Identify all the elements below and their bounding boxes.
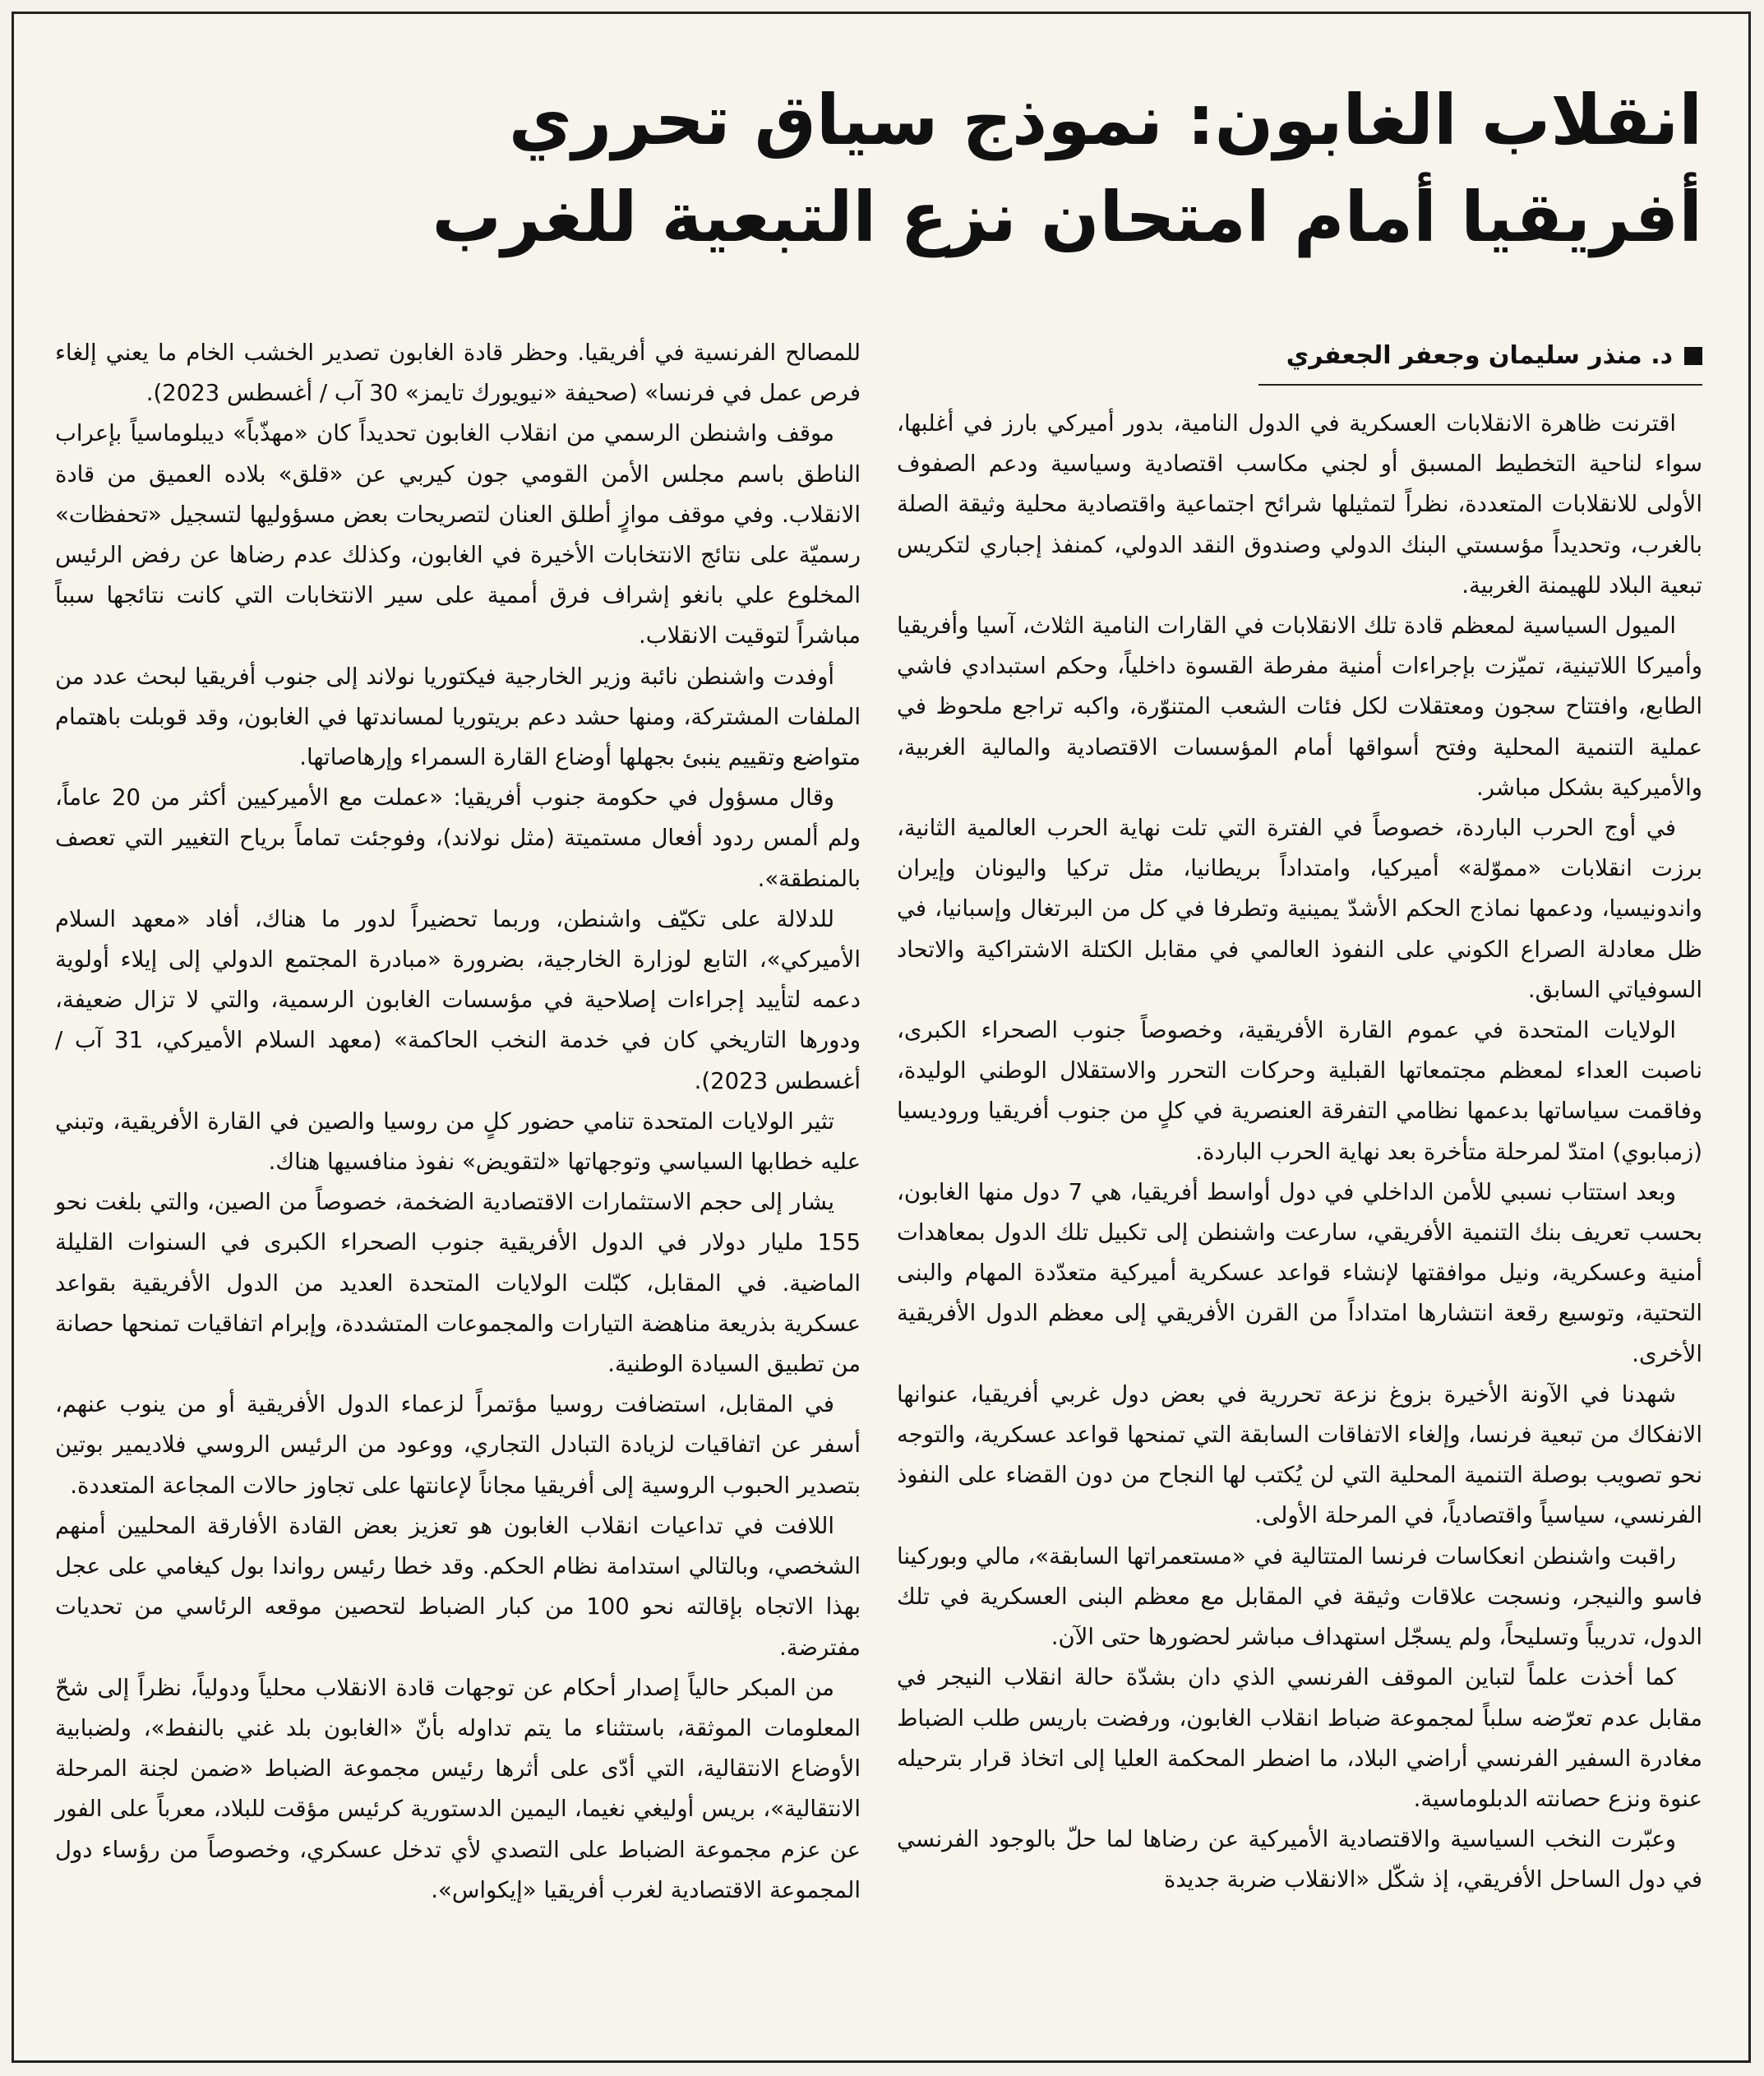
- paragraph: وبعد استتاب نسبي للأمن الداخلي في دول أواسط أفريقيا، هي 7 دول منها الغابون، بحسب تعريف بنك التنمية الأفريقي، سارعت واشنطن إلى تكبيل تلك الدول بمعاهدات أمنية وعسكرية، ونيل موافقتها لإنشاء قواعد عسكرية أميركية متعدّدة المهام والبنى التحتية، وتوسيع رقعة انتشارها امتداداً من القرن الأفريقي إلى معظم الدول الأفريقية الأخرى.: [897, 1178, 1702, 1367]
- square-bullet-icon: [1684, 347, 1702, 365]
- headline-line-1: انقلاب الغابون: نموذج سياق تحرري: [508, 80, 1702, 160]
- headline-line-2: أفريقيا أمام امتحان نزع التبعية للغرب: [432, 177, 1702, 257]
- paragraph: راقبت واشنطن انعكاسات فرنسا المتتالية في «مستعمراتها السابقة»، مالي وبوركينا فاسو والنيجر، ونسجت علاقات وثيقة في المقابل مع معظم البنى العسكرية في تلك الدول، تدريباً وتسليحاً، ولم يسجّل استهداف مباشر لحضورها حتى الآن.: [897, 1542, 1702, 1651]
- article-headline: [141, 72, 1702, 266]
- paragraph: الولايات المتحدة في عموم القارة الأفريقية، وخصوصاً جنوب الصحراء الكبرى، ناصبت العداء لمعظم مجتمعاتها القبلية وحركات التحرر والاستقلال الوطني الوليدة، وفاقمت سياساتها بدعمها نظامي التفرقة العنصرية في كلٍ من جنوب أفريقيا وروديسيا (زمبابوي) امتدّ لمرحلة متأخرة بعد نهاية الحرب الباردة.: [897, 1017, 1702, 1165]
- paragraph: للمصالح الفرنسية في أفريقيا. وحظر قادة الغابون تصدير الخشب الخام ما يعني إلغاء فرص عمل في فرنسا» (صحيفة «نيويورك تايمز» 30 آب / أغسطس 2023).: [55, 340, 861, 407]
- paragraph: أوفدت واشنطن نائبة وزير الخارجية فيكتوريا نولاند إلى جنوب أفريقيا لبحث عدد من الملفات المشتركة، ومنها حشد دعم بريتوريا لمساندتها في الغابون، وقد قوبلت باهتمام متواضع وتقييم ينبئ بجهلها أوضاع القارة السمراء وإرهاصاتها.: [55, 663, 861, 771]
- paragraph: وقال مسؤول في حكومة جنوب أفريقيا: «عملت مع الأميركيين أكثر من 20 عاماً، ولم ألمس ردود أفعال مستميتة (مثل نولاند)، وفوجئت تماماً برياح التغيير التي تعصف بالمنطقة».: [55, 784, 861, 892]
- paragraph: موقف واشنطن الرسمي من انقلاب الغابون تحديداً كان «مهذّباً» ديبلوماسياً بإعراب الناطق باسم مجلس الأمن القومي جون كيربي عن «قلق» بلاده العميق من قادة الانقلاب. وفي موقف موازٍ أطلق العنان لتصريحات بعض مسؤوليها لتسجيل «تحفظات» رسميّة على نتائج الانتخابات الأخيرة في الغابون، وكذلك عدم رضاها عن رفض الرئيس المخلوع علي بانغو إشراف فرق أممية على سير الانتخابات التي كانت نتائجها سبباً مباشراً لتوقيت الانقلاب.: [55, 420, 861, 650]
- paragraph: من المبكر حالياً إصدار أحكام عن توجهات قادة الانقلاب محلياً ودولياً، نظراً إلى شحّ المعلومات الموثقة، باستثناء ما يتم تداوله بأنّ «الغابون بلد غني بالنفط»، ولضبابية الأوضاع الانتقالية، التي أدّى على أثرها رئيس مجموعة الضباط «ضمن لجنة المرحلة الانتقالية»، بريس أوليغي نغيما، اليمين الدستورية كرئيس مؤقت للبلاد، معرباً على الفور عن عزم مجموعة الضباط على التصدي لأي تدخل عسكري، وخصوصاً من رؤساء دول المجموعة الاقتصادية لغرب أفريقيا «إيكواس».: [55, 1674, 861, 1903]
- byline-block: [902, 336, 1702, 386]
- paragraph: يشار إلى حجم الاستثمارات الاقتصادية الضخمة، خصوصاً من الصين، والتي بلغت نحو 155 مليار دولار في الدول الأفريقية جنوب الصحراء الكبرى في السنوات القليلة الماضية. في المقابل، كبّلت الولايات المتحدة العديد من الدول الأفريقية بقواعد عسكرية بذريعة مناهضة التيارات والمجموعات المتشددة، وإبرام اتفاقيات تمنحها حصانة من تطبيق السيادة الوطنية.: [55, 1189, 861, 1378]
- article-column-left: [55, 333, 861, 2035]
- byline: [902, 336, 1702, 376]
- byline-authors: د. منذر سليمان وجعفر الجعفري: [1286, 341, 1673, 370]
- article-column-right: [897, 404, 1702, 2032]
- paragraph: تثير الولايات المتحدة تنامي حضور كلٍ من روسيا والصين في القارة الأفريقية، وتبني عليه خطابها السياسي وتوجهاتها «لتقويض» نفوذ منافسيها هناك.: [55, 1107, 861, 1176]
- paragraph: شهدنا في الآونة الأخيرة بزوغ نزعة تحررية في بعض دول غربي أفريقيا، عنوانها الانفكاك من تبعية فرنسا، وإلغاء الاتفاقات السابقة التي تمنحها قواعد عسكرية، والتوجه نحو تصويب بوصلة التنمية المحلية التي لن يُكتب لها النجاح من دون القضاء على النفوذ الفرنسي، سياسياً واقتصادياً، في المرحلة الأولى.: [897, 1380, 1702, 1529]
- newspaper-article: [12, 12, 1751, 2063]
- paragraph: للدلالة على تكيّف واشنطن، وربما تحضيراً لدور ما هناك، أفاد «معهد السلام الأميركي»، التابع لوزارة الخارجية، بضرورة «مبادرة المجتمع الدولي إلى إيلاء أولوية دعمه لتأييد إجراءات إصلاحية في مؤسسات الغابون الرسمية، والتي لا تزال ضعيفة، ودورها التاريخي كان في خدمة النخب الحاكمة» (معهد السلام الأميركي، 31 آب / أغسطس 2023).: [55, 905, 861, 1094]
- paragraph: وعبّرت النخب السياسية والاقتصادية الأميركية عن رضاها لما حلّ بالوجود الفرنسي في دول الساحل الأفريقي، إذ شكّل «الانقلاب ضربة جديدة: [897, 1826, 1702, 1893]
- paragraph: في المقابل، استضافت روسيا مؤتمراً لزعماء الدول الأفريقية أو من ينوب عنهم، أسفر عن اتفاقيات لزيادة التبادل التجاري، ووعود من الرئيس الروسي فلاديمير بوتين بتصدير الحبوب الروسية إلى أفريقيا مجاناً لإعانتها على تجاوز حالات المجاعة المتعددة.: [55, 1391, 861, 1499]
- paragraph: اقترنت ظاهرة الانقلابات العسكرية في الدول النامية، بدور أميركي بارز في أغلبها، سواء لناحية التخطيط المسبق أو لجني مكاسب اقتصادية وسياسية ودعم الصفوف الأولى للانقلابات المتعددة، نظراً لتمثيلها شرائح اجتماعية واقتصادية محلية وثيقة الصلة بالغرب، وتحديداً مؤسستي البنك الدولي وصندوق النقد الدولي، كمنفذ إجباري لتكريس تبعية البلاد للهيمنة الغربية.: [897, 410, 1702, 599]
- paragraph: كما أخذت علماً لتباين الموقف الفرنسي الذي دان بشدّة حالة انقلاب النيجر في مقابل عدم تعرّضه سلباً لمجموعة ضباط انقلاب الغابون، ورفضت باريس طلب الضباط مغادرة السفير الفرنسي أراضي البلاد، ما اضطر المحكمة العليا إلى اتخاذ قرار بترحيله عنوة ونزع حصانته الدبلوماسية.: [897, 1664, 1702, 1812]
- paragraph: الميول السياسية لمعظم قادة تلك الانقلابات في القارات النامية الثلاث، آسيا وأفريقيا وأميركا اللاتينية، تميّزت بإجراءات أمنية مفرطة القسوة داخلياً، وحكم استبدادي فاشي الطابع، وافتتاح سجون ومعتقلات لكل فئات الشعب المتنوّرة، واكبه تراجع ملحوظ في عملية التنمية المحلية وفتح أسواقها أمام المؤسسات الاقتصادية والمالية الغربية، والأميركية بشكل مباشر.: [897, 613, 1702, 801]
- paragraph: اللافت في تداعيات انقلاب الغابون هو تعزيز بعض القادة الأفارقة المحليين أمنهم الشخصي، وبالتالي استدامة نظام الحكم. وقد خطا رئيس رواندا بول كيغامي على عجل بهذا الاتجاه بإقالته نحو 100 من كبار الضباط لتحصين موقعه الرئاسي من تحديات مفترضة.: [55, 1512, 861, 1661]
- paragraph: في أوج الحرب الباردة، خصوصاً في الفترة التي تلت نهاية الحرب العالمية الثانية، برزت انقلابات «مموّلة» أميركيا، وامتداداً بريطانيا، مثل تركيا واليونان وإيران واندونيسيا، ودعمها نماذج الحكم الأشدّ يمينية وتطرفا في كل من البرتغال وإسبانيا، في ظل معادلة الصراع الكوني على النفوذ العالمي في مقابل الكتلة الاشتراكية والاتحاد السوفياتي السابق.: [897, 815, 1702, 1003]
- byline-underline: [1258, 384, 1702, 386]
